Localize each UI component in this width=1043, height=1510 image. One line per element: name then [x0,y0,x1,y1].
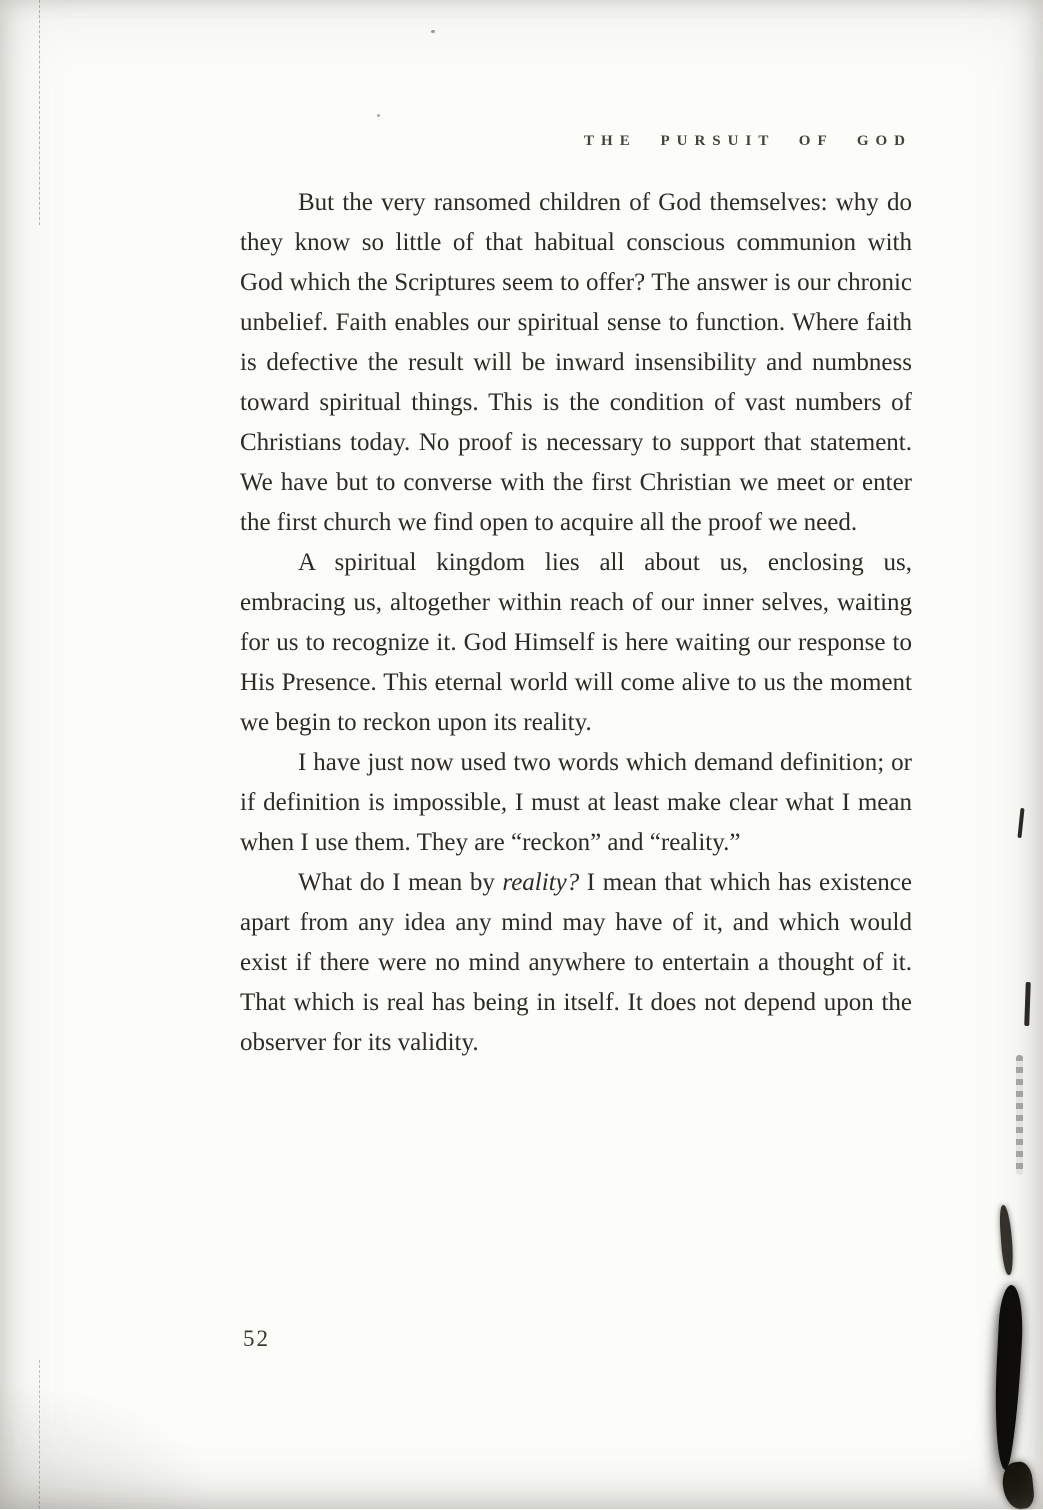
scan-artifact-gray-streak [1016,1055,1023,1175]
scan-artifact-left-edge-line [39,0,40,225]
scan-artifact-ink-smudge [1001,1461,1036,1510]
italic-text: reality? [502,869,580,896]
paragraph-text: A spiritual kingdom lies all about us, enclosing us, embracing us, altogether within reach of our inner selves, waiting for us to recognize it. God Himself is here waiting our response to His Presence. This eternal world will come alive to us the moment we begin to reckon upon its reality. [240,549,912,736]
paragraph [240,183,912,543]
paragraph-text: What do I mean by [298,869,503,896]
scan-artifact-ink-tick [1024,982,1031,1026]
scan-artifact-ink-tick [1017,808,1024,838]
paragraph [240,743,912,863]
scan-artifact-ink-smudge [999,1205,1015,1276]
paragraph-text: I have just now used two words which demand definition; or if definition is impossible, I must at least make clear what I mean when I use them. They are “reckon” and “reality.” [240,749,912,856]
scan-artifact-ink-smudge [991,1284,1025,1470]
scan-artifact-speck [431,30,435,33]
scan-artifact-speck [377,114,380,117]
scan-artifact-corner-smudge [0,1380,220,1509]
text-block [240,183,912,1063]
scan-artifact-left-edge-line [39,1360,40,1509]
paragraph-text: But the very ransomed children of God themselves: why do they know so little of that habitual conscious communion with God which the Scriptures seem to offer? The answer is our chronic unbelief. Faith enables our spiritual sense to function. Where faith is defective the result will be inward insensibility and numbness toward spiritual things. This is the condition of vast numbers of Christians today. No proof is necessary to support that statement. We have but to converse with the first Christian we meet or enter the first church we find open to acquire all the proof we need. [240,189,912,536]
running-header: THE PURSUIT OF GOD [584,133,912,149]
paragraph-text: I mean that which has existence apart from any idea any mind may have of it, and which would exist if there were no mind anywhere to entertain a thought of it. That which is real has being in itself. It does not depend upon the observer for its validity. [240,869,912,1056]
page-number: 52 [243,1326,270,1351]
paragraph [240,543,912,743]
paragraph [240,863,912,1063]
